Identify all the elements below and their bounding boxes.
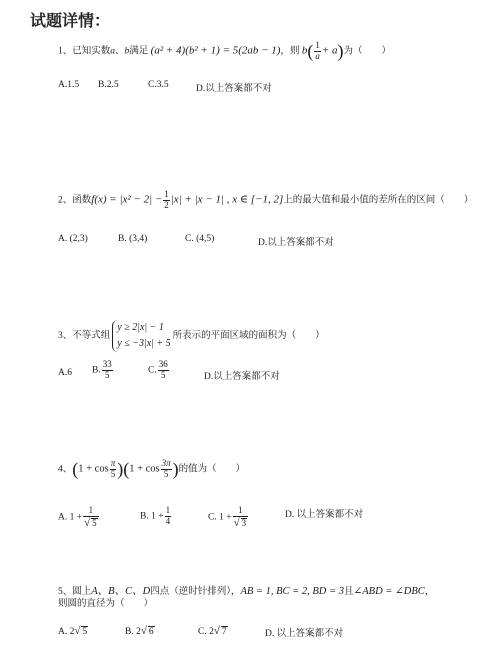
q4-option-b-label: B. 1 + [140, 511, 164, 522]
q5-stem-line2: 则圆的直径为（ ） [58, 598, 154, 609]
q4-option-a-label: A. 1 + [58, 512, 83, 523]
q3-c-num: 36 [158, 359, 168, 369]
q3-stem-end: 所表示的平面区域的面积为（ ） [172, 331, 325, 342]
q4-expr-2: 1 + cos [129, 463, 160, 475]
q4-option-d[interactable]: D. 以上答案都不对 [285, 510, 364, 520]
q5-c-radicand: 7 [221, 627, 227, 637]
q5-option-a-label: A. 2 [58, 627, 75, 637]
q4-option-c[interactable] [208, 506, 249, 529]
q3-option-d[interactable]: D.以上答案都不对 [204, 372, 280, 382]
q4-option-a-frac [83, 506, 99, 529]
q2-option-c[interactable]: C. (4,5) [185, 234, 215, 244]
q5-stem-3: 且 [343, 587, 354, 597]
q3-option-a[interactable]: A.6 [58, 368, 72, 378]
q3-stem: 3、不等式组 [58, 331, 111, 342]
q3-option-b-frac [102, 360, 113, 381]
q5-angle-eq: ∠ABD = ∠DBC [353, 586, 425, 597]
question-5 [58, 585, 478, 611]
q4-option-c-frac [233, 506, 249, 529]
q2-function-expr: f(x) = |x² − 2| − [91, 193, 163, 206]
q3-inequality-1: y ≥ 2|x| − 1 [117, 322, 164, 333]
q3-inequality-2: y ≤ −3|x| + 5 [117, 338, 171, 349]
question-2 [58, 190, 478, 211]
q1-paren-right: ) [337, 41, 344, 61]
q1-option-d[interactable]: D.以上答案都不对 [196, 84, 272, 94]
q5-option-c[interactable] [198, 625, 228, 637]
q4-frac-2-den: 5 [163, 468, 169, 479]
q1-expr-plus-a: + a [321, 44, 338, 57]
page-title: 试题详情： [30, 11, 111, 30]
q4-stem-end: 的值为（ ） [178, 464, 246, 475]
q4-b-num: 1 [165, 505, 171, 515]
q4-option-c-label: C. 1 + [208, 512, 232, 523]
q2-function-expr-2: |x| + |x − 1| , x ∈ [−1, 2] [170, 193, 284, 206]
q1-stem-3: ，则 [280, 46, 300, 57]
q3-b-den: 5 [104, 369, 110, 380]
q5-stem-2: 四点（逆时针排列）， [150, 587, 241, 597]
q4-frac-2 [161, 459, 172, 480]
q5-option-a[interactable] [58, 625, 88, 637]
q4-a-radicand: 5 [92, 517, 97, 528]
q4-paren-2-right: ) [172, 459, 179, 479]
sqrt-icon: √ [84, 516, 91, 529]
q4-stem: 4、 [58, 464, 73, 475]
q4-b-den: 4 [165, 515, 171, 526]
q4-frac-2-num: 3π [161, 457, 171, 468]
q1-stem-2: 满足 [129, 46, 149, 57]
q1-expr-b: b [301, 44, 308, 57]
q5-option-b-label: B. 2 [125, 627, 141, 637]
q4-paren-1-left: ( [72, 459, 79, 479]
q1-option-a[interactable]: A.1.5 [58, 80, 80, 90]
q4-c-den [233, 517, 249, 529]
q3-option-c-label: C. [148, 365, 157, 376]
sqrt-icon: √ [233, 516, 240, 529]
q3-inequality-system [112, 320, 170, 352]
q2-fraction [163, 190, 170, 211]
q5-b-radicand: 6 [148, 627, 154, 637]
q3-option-b[interactable] [92, 360, 114, 381]
q2-stem-end: 上的最大值和最小值的差所在的区间（ ） [283, 195, 474, 206]
q4-paren-2-left: ( [123, 459, 130, 479]
q5-option-c-label: C. 2 [198, 627, 214, 637]
q3-c-den: 5 [160, 369, 166, 380]
sqrt-icon: √ [74, 625, 81, 637]
q1-stem-end: 为（ ） [343, 46, 392, 57]
q4-a-den [83, 517, 99, 529]
q3-option-b-label: B. [92, 365, 101, 376]
q1-stem: 1、已知实数 [58, 46, 111, 57]
q3-option-c-frac [158, 360, 169, 381]
sqrt-icon: √ [140, 625, 147, 637]
question-4 [58, 458, 478, 481]
q1-paren-left: ( [307, 41, 314, 61]
q1-vars: a、b [110, 46, 130, 57]
q4-frac-1 [110, 459, 117, 480]
q2-stem: 2、函数 [58, 195, 92, 206]
q4-paren-1-right: ) [117, 459, 124, 479]
q3-option-c[interactable] [148, 360, 170, 381]
q2-option-b[interactable]: B. (3,4) [118, 234, 148, 244]
q5-a-radicand: 5 [82, 627, 88, 637]
q5-points: A、B、C、D [91, 586, 151, 597]
q4-c-radicand: 3 [241, 517, 247, 528]
q2-frac-num: 1 [164, 189, 169, 199]
q1-frac-num: 1 [315, 39, 320, 50]
q1-equation: (a² + 4)(b² + 1) = 5(2ab − 1) [150, 44, 281, 57]
sqrt-icon: √ [213, 625, 220, 637]
q5-lengths: AB = 1, BC = 2, BD = 3 [240, 586, 344, 597]
q1-option-c[interactable]: C.3.5 [148, 80, 169, 90]
q3-b-num: 33 [102, 359, 112, 369]
q1-frac-den: a [315, 50, 320, 61]
q2-frac-den: 2 [164, 199, 169, 210]
q1-option-b[interactable]: B.2.5 [98, 80, 119, 90]
q4-frac-1-den: 5 [110, 468, 116, 479]
q5-stem-4: ， [424, 587, 435, 597]
q5-option-d[interactable]: D. 以上答案都不对 [265, 629, 344, 639]
q5-stem: 5、圆上 [58, 587, 92, 597]
q4-option-b-frac [165, 506, 172, 527]
q1-fraction [314, 41, 321, 62]
q4-option-a[interactable] [58, 506, 100, 529]
q4-c-num: 1 [233, 506, 249, 517]
question-3 [58, 320, 478, 352]
q2-option-d[interactable]: D.以上答案都不对 [258, 238, 334, 248]
q4-frac-1-num: π [110, 457, 116, 468]
q4-a-num: 1 [83, 506, 99, 517]
q5-option-b[interactable] [125, 625, 155, 637]
q4-option-b[interactable] [140, 506, 172, 527]
q4-expr-1: 1 + cos [78, 463, 109, 475]
question-1 [58, 40, 478, 63]
q2-option-a[interactable]: A. (2,3) [58, 234, 88, 244]
